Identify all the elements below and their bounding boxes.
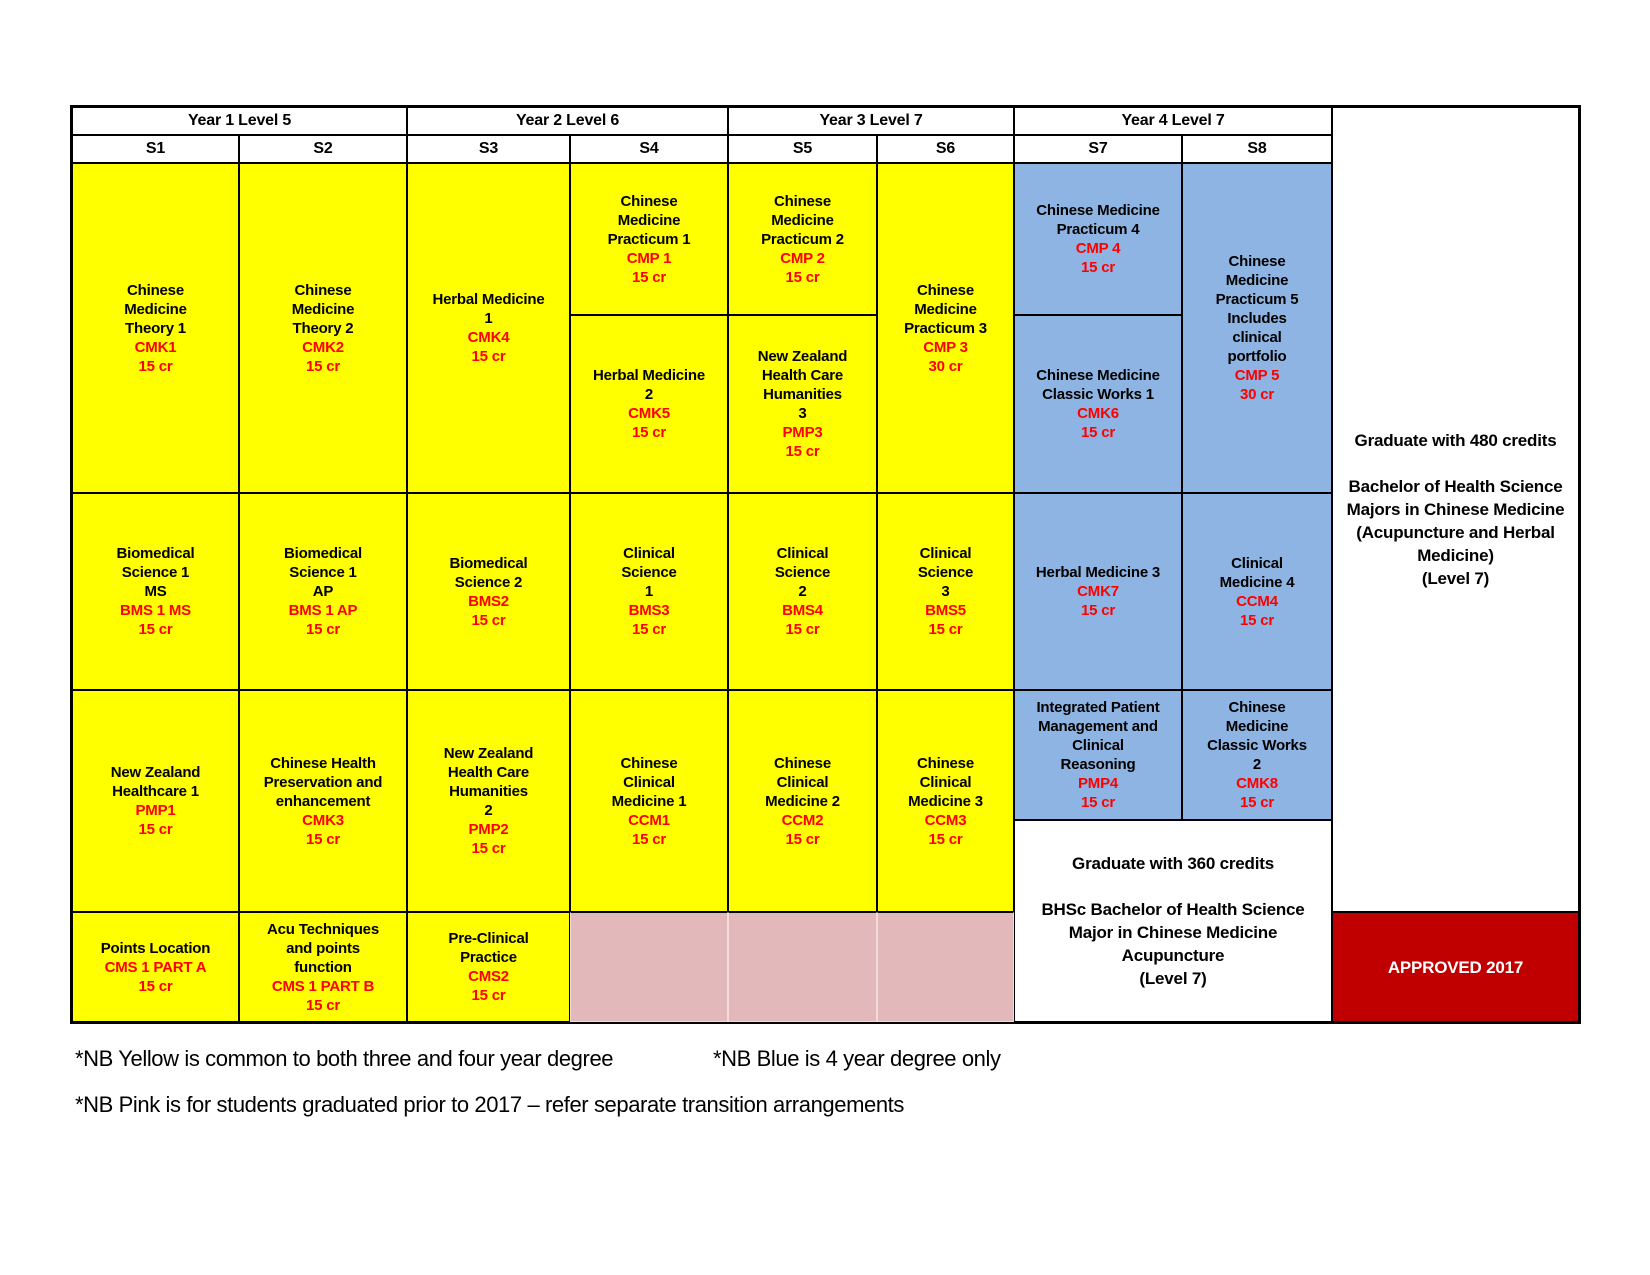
semester-header-s7-line: S7 bbox=[1088, 140, 1108, 157]
course-cell-cmp5-line: Chinese bbox=[1228, 253, 1286, 270]
course-cell-bms3-line: Science bbox=[621, 564, 677, 581]
graduate-480-cell-line: (Level 7) bbox=[1421, 569, 1490, 588]
course-cell-bms4-line: 2 bbox=[798, 583, 807, 600]
course-cell-pmp3-line: PMP3 bbox=[782, 424, 823, 441]
semester-header-s6 bbox=[877, 135, 1014, 163]
course-cell-cms1a bbox=[72, 912, 239, 1022]
note-yellow-legend: *NB Yellow is common to both three and four year degree bbox=[75, 1046, 614, 1071]
course-cell-cmk1-line: CMK1 bbox=[134, 338, 177, 356]
course-cell-cmk3-line: 15 cr bbox=[305, 830, 341, 848]
course-cell-cms2-line: Practice bbox=[460, 949, 517, 966]
course-cell-cmp5-line: Medicine bbox=[1225, 272, 1289, 289]
course-cell-cms2-line: CMS2 bbox=[468, 968, 509, 985]
course-cell-cmk8-line: CMK8 bbox=[1236, 775, 1278, 792]
course-cell-bms3-line: Clinical bbox=[623, 545, 675, 562]
course-cell-pmp2-line: PMP2 bbox=[468, 821, 509, 838]
semester-header-s6-line: S6 bbox=[935, 140, 956, 157]
course-cell-cms1a-line: CMS 1 PART A bbox=[104, 958, 207, 976]
year-header-1 bbox=[72, 107, 407, 135]
course-cell-bms1ap-line: AP bbox=[312, 583, 334, 600]
course-cell-bms5-line: 15 cr bbox=[928, 621, 963, 638]
course-cell-bms5-line: BMS5 bbox=[925, 602, 966, 619]
course-cell-bms2-line: Biomedical bbox=[449, 554, 528, 572]
course-cell-cmp4 bbox=[1014, 163, 1182, 315]
course-cell-ccm4-line: CCM4 bbox=[1236, 592, 1278, 610]
course-cell-cmp5-line: Practicum 5 bbox=[1215, 291, 1299, 308]
course-cell-cmp3-line: Medicine bbox=[914, 300, 977, 318]
course-cell-cms2 bbox=[407, 912, 570, 1022]
semester-header-s1 bbox=[72, 135, 239, 163]
course-cell-pmp2 bbox=[407, 690, 570, 912]
transition-cell-s5 bbox=[728, 912, 877, 1022]
course-cell-pmp2-line: 2 bbox=[484, 802, 493, 819]
course-cell-cmp4-line: Chinese Medicine bbox=[1036, 202, 1160, 219]
course-cell-bms5-line: Clinical bbox=[919, 545, 972, 562]
course-cell-pmp4-line: 15 cr bbox=[1080, 794, 1116, 811]
course-cell-bms3-line: 1 bbox=[644, 583, 654, 600]
course-cell-cmp5 bbox=[1182, 163, 1332, 493]
course-cell-cmk5-line: Herbal Medicine bbox=[592, 367, 706, 384]
course-cell-cmp1-line: Medicine bbox=[617, 211, 681, 229]
course-cell-bms2 bbox=[407, 493, 570, 690]
course-cell-ccm4-line: Medicine 4 bbox=[1219, 573, 1295, 591]
semester-header-s5-line: S5 bbox=[792, 140, 813, 157]
course-cell-bms1ap-line: Science 1 bbox=[289, 564, 357, 581]
course-cell-cmp5-line: portfolio bbox=[1227, 348, 1287, 365]
course-cell-cmk1-line: Theory 1 bbox=[125, 319, 186, 337]
course-cell-cmk8-line: Chinese bbox=[1228, 699, 1286, 716]
course-cell-cmp3-line: Chinese bbox=[917, 281, 974, 299]
course-cell-bms3 bbox=[570, 493, 728, 690]
course-cell-pmp2-line: 15 cr bbox=[471, 840, 506, 857]
course-cell-cmk4 bbox=[407, 163, 570, 493]
course-cell-cmk1-line: Medicine bbox=[124, 300, 187, 318]
course-cell-pmp2-line: Humanities bbox=[449, 783, 528, 800]
graduate-480-cell-line: Medicine) bbox=[1417, 546, 1494, 565]
course-cell-ccm3-line: CCM3 bbox=[924, 811, 967, 829]
semester-header-s2 bbox=[239, 135, 407, 163]
course-cell-pmp1 bbox=[72, 690, 239, 912]
approved-2017-cell bbox=[1332, 912, 1579, 1022]
course-cell-cmp2 bbox=[728, 163, 877, 315]
course-cell-bms1ms-line: MS bbox=[144, 583, 167, 600]
course-cell-bms1ap-line: 15 cr bbox=[305, 621, 341, 638]
course-cell-cmp3-line: CMP 3 bbox=[923, 338, 968, 356]
course-cell-cmk6-line: Chinese Medicine bbox=[1036, 367, 1160, 384]
course-cell-ccm1-line: Chinese bbox=[620, 754, 678, 772]
graduate-480-cell-line bbox=[1453, 452, 1458, 475]
course-cell-cmk5 bbox=[570, 315, 728, 493]
year-header-4 bbox=[1014, 107, 1332, 135]
course-cell-cmk1-line: Chinese bbox=[127, 281, 184, 299]
year-header-2 bbox=[407, 107, 728, 135]
course-cell-pmp3-line: Health Care bbox=[761, 367, 844, 384]
course-cell-bms4-line: Science bbox=[774, 564, 831, 581]
course-cell-cmp4-line: 15 cr bbox=[1080, 259, 1116, 276]
course-cell-cmk4-line: Herbal Medicine bbox=[432, 291, 545, 308]
course-cell-cmk2-line: Theory 2 bbox=[292, 319, 354, 337]
course-cell-cmk3 bbox=[239, 690, 407, 912]
course-cell-pmp3 bbox=[728, 315, 877, 493]
graduate-480-cell-line: Majors in Chinese Medicine bbox=[1346, 500, 1565, 519]
graduate-360-cell bbox=[1014, 820, 1332, 1022]
course-cell-ccm2-line: Medicine 2 bbox=[765, 792, 840, 810]
year-header-1-line: Year 1 Level 5 bbox=[187, 112, 292, 129]
course-cell-cmk7-line: CMK7 bbox=[1077, 583, 1119, 600]
course-cell-bms4-line: BMS4 bbox=[782, 602, 823, 619]
course-cell-cmk8-line: 2 bbox=[1252, 756, 1262, 773]
course-cell-cmk6 bbox=[1014, 315, 1182, 493]
course-cell-cmk2-line: Chinese bbox=[294, 281, 352, 299]
course-cell-cmk2-line: CMK2 bbox=[302, 338, 344, 356]
course-cell-cmp2-line: Chinese bbox=[774, 192, 831, 210]
course-cell-bms1ms bbox=[72, 493, 239, 690]
semester-header-s2-line: S2 bbox=[313, 140, 333, 157]
course-cell-cms1b-line: Acu Techniques bbox=[267, 920, 379, 938]
course-cell-cmk3-line: Preservation and bbox=[263, 773, 383, 791]
semester-header-s4 bbox=[570, 135, 728, 163]
course-cell-cmk5-line: 2 bbox=[644, 386, 654, 403]
course-cell-pmp4-line: Management and bbox=[1038, 718, 1158, 735]
graduate-360-cell-line: Major in Chinese Medicine bbox=[1068, 923, 1278, 942]
course-cell-cmk1 bbox=[72, 163, 239, 493]
semester-header-s3-line: S3 bbox=[478, 140, 499, 157]
course-cell-cmp1 bbox=[570, 163, 728, 315]
course-cell-ccm1-line: CCM1 bbox=[628, 811, 670, 829]
course-cell-cmk6-line: Classic Works 1 bbox=[1042, 386, 1154, 403]
course-cell-bms4 bbox=[728, 493, 877, 690]
course-cell-cmp2-line: CMP 2 bbox=[780, 249, 825, 267]
course-cell-cmk8-line: Classic Works bbox=[1207, 737, 1307, 754]
semester-header-s1-line: S1 bbox=[145, 140, 166, 157]
course-cell-pmp4-line: Reasoning bbox=[1060, 756, 1136, 773]
graduate-360-cell-line bbox=[1171, 875, 1176, 898]
course-cell-ccm1-line: Medicine 1 bbox=[611, 792, 687, 810]
note-blue-legend: *NB Blue is 4 year degree only bbox=[713, 1046, 1001, 1071]
course-cell-ccm3-line: Medicine 3 bbox=[908, 792, 983, 810]
course-cell-cmp2-line: Practicum 2 bbox=[761, 230, 844, 248]
course-cell-pmp3-line: 15 cr bbox=[785, 443, 820, 460]
course-cell-cmk4-line: 15 cr bbox=[471, 348, 506, 365]
semester-header-s7 bbox=[1014, 135, 1182, 163]
course-cell-bms4-line: Clinical bbox=[776, 545, 829, 562]
course-cell-cmk4-line: CMK4 bbox=[467, 329, 510, 346]
course-cell-bms1ap bbox=[239, 493, 407, 690]
course-cell-cms1a-line: Points Location bbox=[100, 939, 211, 957]
course-cell-cmk8 bbox=[1182, 690, 1332, 820]
course-cell-cms1b-line: and points bbox=[286, 939, 360, 957]
graduate-480-cell-line: Graduate with 480 credits bbox=[1354, 431, 1557, 450]
course-cell-ccm2-line: Chinese bbox=[774, 754, 831, 772]
course-cell-bms1ap-line: BMS 1 AP bbox=[288, 602, 358, 619]
course-cell-cmk2-line: 15 cr bbox=[305, 357, 341, 375]
transition-cell-s6 bbox=[877, 912, 1014, 1022]
year-header-3 bbox=[728, 107, 1014, 135]
note-pink-legend: *NB Pink is for students graduated prior to 2017 – refer separate transition arrangements bbox=[75, 1092, 904, 1117]
course-cell-cmk2-line: Medicine bbox=[291, 300, 355, 318]
course-cell-cms2-line: Pre-Clinical bbox=[448, 930, 529, 947]
course-cell-bms2-line: Science 2 bbox=[454, 573, 523, 591]
course-cell-cmp1-line: Chinese bbox=[620, 192, 678, 210]
course-cell-cmk2 bbox=[239, 163, 407, 493]
course-cell-bms1ms-line: Science 1 bbox=[121, 564, 190, 581]
course-cell-cmk4-line: 1 bbox=[484, 310, 493, 327]
course-cell-cms1a-line: 15 cr bbox=[138, 977, 173, 995]
course-cell-cmk6-line: CMK6 bbox=[1077, 405, 1119, 422]
year-header-3-line: Year 3 Level 7 bbox=[819, 112, 923, 129]
course-cell-cmk8-line: 15 cr bbox=[1239, 794, 1275, 811]
course-cell-cmp1-line: 15 cr bbox=[631, 268, 667, 286]
year-header-4-line: Year 4 Level 7 bbox=[1121, 112, 1225, 129]
course-cell-pmp4-line: PMP4 bbox=[1077, 775, 1119, 792]
course-cell-cmp1-line: Practicum 1 bbox=[607, 230, 691, 248]
year-header-2-line: Year 2 Level 6 bbox=[515, 112, 620, 129]
graduate-480-cell-line: (Acupuncture and Herbal bbox=[1356, 523, 1555, 542]
course-cell-bms1ms-line: BMS 1 MS bbox=[120, 602, 191, 619]
course-cell-cmp2-line: Medicine bbox=[771, 211, 834, 229]
course-cell-cmk3-line: Chinese Health bbox=[270, 754, 376, 772]
course-cell-cmp5-line: CMP 5 bbox=[1234, 367, 1280, 384]
course-cell-pmp3-line: Humanities bbox=[763, 386, 842, 403]
course-cell-cmk8-line: Medicine bbox=[1225, 718, 1289, 735]
course-cell-cmk6-line: 15 cr bbox=[1080, 424, 1116, 441]
course-cell-cmk1-line: 15 cr bbox=[138, 357, 173, 375]
semester-header-s3 bbox=[407, 135, 570, 163]
course-cell-ccm4-line: 15 cr bbox=[1239, 611, 1275, 629]
approved-2017-cell-line: APPROVED 2017 bbox=[1387, 957, 1524, 977]
course-cell-bms1ms-line: Biomedical bbox=[116, 545, 195, 562]
course-cell-ccm2-line: 15 cr bbox=[785, 830, 820, 848]
course-cell-cmp3-line: 30 cr bbox=[928, 357, 963, 375]
course-cell-cmp5-line: Includes bbox=[1227, 310, 1287, 327]
course-cell-cmp2-line: 15 cr bbox=[785, 268, 820, 286]
course-cell-bms1ms-line: 15 cr bbox=[138, 621, 173, 638]
course-cell-cmk5-line: 15 cr bbox=[631, 424, 667, 441]
course-cell-ccm3-line: Clinical bbox=[919, 773, 972, 791]
graduate-480-cell bbox=[1332, 107, 1579, 912]
semester-header-s8-line: S8 bbox=[1247, 140, 1267, 157]
course-cell-cmp4-line: CMP 4 bbox=[1075, 240, 1121, 257]
course-cell-ccm4-line: Clinical bbox=[1231, 554, 1283, 572]
course-cell-bms2-line: BMS2 bbox=[468, 592, 509, 610]
semester-header-s8 bbox=[1182, 135, 1332, 163]
semester-header-s4-line: S4 bbox=[639, 140, 659, 157]
graduate-360-cell-line: (Level 7) bbox=[1139, 969, 1207, 988]
semester-header-s5 bbox=[728, 135, 877, 163]
course-cell-bms5-line: 3 bbox=[941, 583, 950, 600]
course-cell-ccm1-line: 15 cr bbox=[631, 830, 667, 848]
course-cell-cmp5-line: 30 cr bbox=[1239, 386, 1275, 403]
transition-cell-s4 bbox=[570, 912, 728, 1022]
course-cell-pmp2-line: New Zealand bbox=[443, 745, 534, 762]
course-cell-cms1b-line: function bbox=[294, 958, 352, 976]
course-cell-bms4-line: 15 cr bbox=[785, 621, 820, 638]
course-cell-cms1b-line: CMS 1 PART B bbox=[271, 977, 375, 995]
course-cell-cms1b-line: 15 cr bbox=[305, 996, 341, 1014]
course-cell-bms3-line: 15 cr bbox=[631, 621, 667, 638]
graduate-360-cell-line: BHSc Bachelor of Health Science bbox=[1041, 900, 1305, 919]
course-cell-ccm4 bbox=[1182, 493, 1332, 690]
course-cell-bms5 bbox=[877, 493, 1014, 690]
course-cell-pmp1-line: PMP1 bbox=[135, 802, 176, 819]
course-cell-cmp5-line: clinical bbox=[1232, 329, 1282, 346]
course-cell-ccm3-line: Chinese bbox=[917, 754, 974, 772]
course-cell-bms5-line: Science bbox=[917, 564, 974, 581]
course-cell-pmp3-line: New Zealand bbox=[757, 348, 848, 365]
course-cell-cmk7-line: Herbal Medicine 3 bbox=[1035, 564, 1161, 581]
course-cell-pmp4-line: Clinical bbox=[1072, 737, 1124, 754]
course-cell-pmp1-line: Healthcare 1 bbox=[112, 783, 199, 800]
course-cell-bms1ap-line: Biomedical bbox=[283, 545, 363, 562]
course-cell-ccm2 bbox=[728, 690, 877, 912]
course-cell-cmp3-line: Practicum 3 bbox=[904, 319, 987, 337]
course-cell-ccm1 bbox=[570, 690, 728, 912]
course-cell-ccm3-line: 15 cr bbox=[928, 830, 963, 848]
course-cell-ccm1-line: Clinical bbox=[623, 773, 675, 791]
course-cell-cmp3 bbox=[877, 163, 1014, 493]
course-cell-cmk7 bbox=[1014, 493, 1182, 690]
course-cell-ccm2-line: Clinical bbox=[776, 773, 829, 791]
graduate-360-cell-line: Graduate with 360 credits bbox=[1072, 854, 1274, 873]
course-cell-cmp1-line: CMP 1 bbox=[626, 249, 672, 267]
curriculum-grid bbox=[70, 105, 1581, 1024]
course-cell-ccm3 bbox=[877, 690, 1014, 912]
graduate-480-cell-line: Bachelor of Health Science bbox=[1348, 477, 1563, 496]
course-cell-pmp1-line: 15 cr bbox=[138, 821, 173, 838]
course-cell-cms2-line: 15 cr bbox=[471, 987, 506, 1004]
graduate-360-cell-line: Acupuncture bbox=[1121, 946, 1225, 965]
course-cell-pmp2-line: Health Care bbox=[447, 764, 530, 781]
course-cell-pmp3-line: 3 bbox=[798, 405, 807, 422]
course-cell-pmp1-line: New Zealand bbox=[110, 764, 201, 781]
course-cell-cmp4-line: Practicum 4 bbox=[1056, 221, 1140, 238]
course-cell-bms3-line: BMS3 bbox=[628, 602, 670, 619]
course-cell-cmk5-line: CMK5 bbox=[628, 405, 670, 422]
course-cell-cmk3-line: CMK3 bbox=[302, 811, 344, 829]
course-cell-cmk7-line: 15 cr bbox=[1080, 602, 1116, 619]
course-cell-bms2-line: 15 cr bbox=[471, 611, 506, 629]
course-cell-cmk3-line: enhancement bbox=[275, 792, 371, 810]
course-cell-pmp4 bbox=[1014, 690, 1182, 820]
course-cell-pmp4-line: Integrated Patient bbox=[1036, 699, 1160, 716]
course-cell-cms1b bbox=[239, 912, 407, 1022]
course-cell-ccm2-line: CCM2 bbox=[781, 811, 824, 829]
